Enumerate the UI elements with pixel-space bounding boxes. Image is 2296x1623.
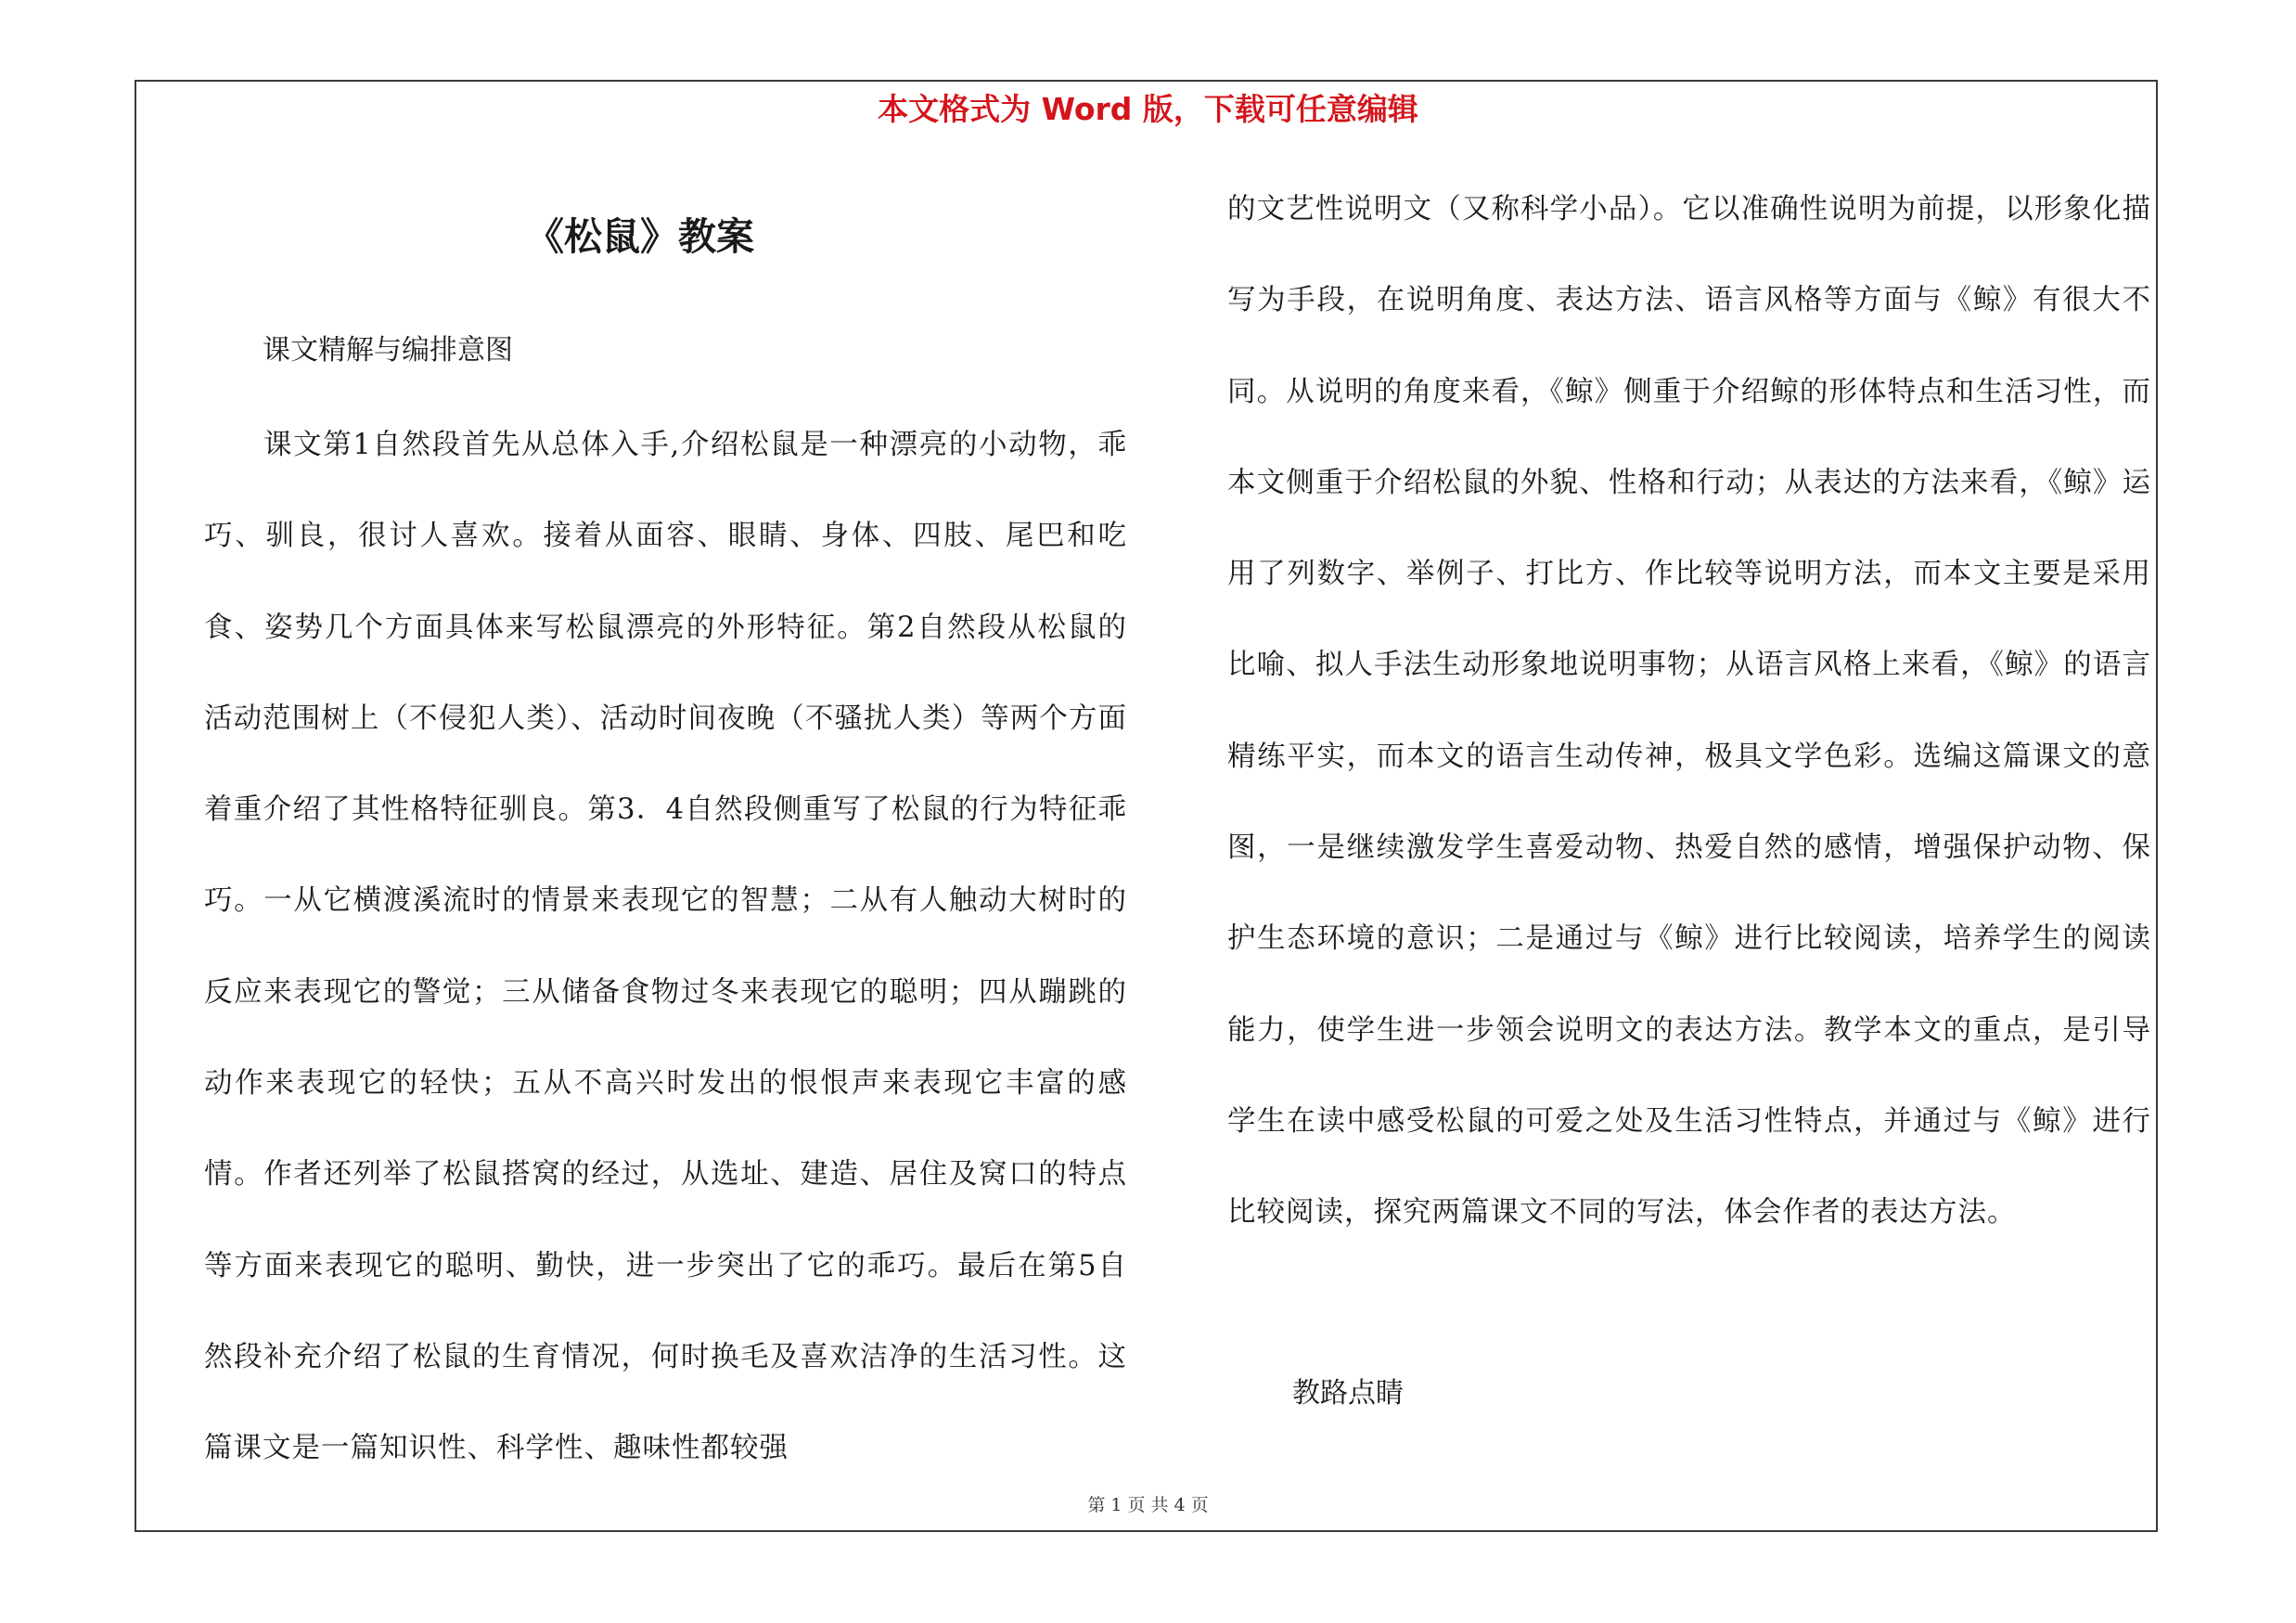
body-paragraph-left-column: 课文第1自然段首先从总体入手,介绍松鼠是一种漂亮的小动物，乖巧、驯良，很讨人喜欢。接着从面容、眼睛、身体、四肢、尾巴和吃食、姿势几个方面具体来写松鼠漂亮的外形特征。第2自然段从松鼠的活动范围树上（不侵犯人类）、活动时间夜晚（不骚扰人类）等两个方面着重介绍了其性格特征驯良。第3．4自然段侧重写了松鼠的行为特征乖巧。一从它横渡溪流时的情景来表现它的智慧；二从有人触动大树时的反应来表现它的警觉；三从储备食物过冬来表现它的聪明；四从蹦跳的动作来表现它的轻快；五从不高兴时发出的恨恨声来表现它丰富的感情。作者还列举了松鼠搭窝的经过，从选址、建造、居住及窝口的特点等方面来表现它的聪明、勤快，进一步突出了它的乖巧。最后在第5自然段补充介绍了松鼠的生育情况，何时换毛及喜欢洁净的生活习性。这篇课文是一篇知识性、科学性、趣味性都较强 (204, 429, 1127, 1465)
document-title: 《松鼠》教案 (526, 214, 754, 259)
section-heading-analysis: 课文精解与编排意图 (263, 334, 513, 367)
section-heading-teaching-tips: 教路点睛 (1292, 1377, 1404, 1410)
body-paragraph-right-column: 的文艺性说明文（又称科学小品）。它以准确性说明为前提，以形象化描写为手段，在说明角度、表达方法、语言风格等方面与《鲸》有很大不同。从说明的角度来看，《鲸》侧重于介绍鲸的形体特点和生活习性，而本文侧重于介绍松鼠的外貌、性格和行动；从表达的方法来看，《鲸》运用了列数字、举例子、打比方、作比较等说明方法，而本文主要是采用比喻、拟人手法生动形象地说明事物；从语言风格上来看，《鲸》的语言精练平实，而本文的语言生动传神，极具文学色彩。选编这篇课文的意图，一是继续激发学生喜爱动物、热爱自然的感情，增强保护动物、保护生态环境的意识；二是通过与《鲸》进行比较阅读，培养学生的阅读能力，使学生进一步领会说明文的表达方法。教学本文的重点，是引导学生在读中感受松鼠的可爱之处及生活习性特点，并通过与《鲸》进行比较阅读，探究两篇课文不同的写法，体会作者的表达方法。 (1227, 193, 2151, 1230)
page-number-footer: 第 1 页 共 4 页 (1087, 1495, 1209, 1515)
format-notice-banner: 本文格式为 Word 版，下载可任意编辑 (878, 91, 1418, 127)
